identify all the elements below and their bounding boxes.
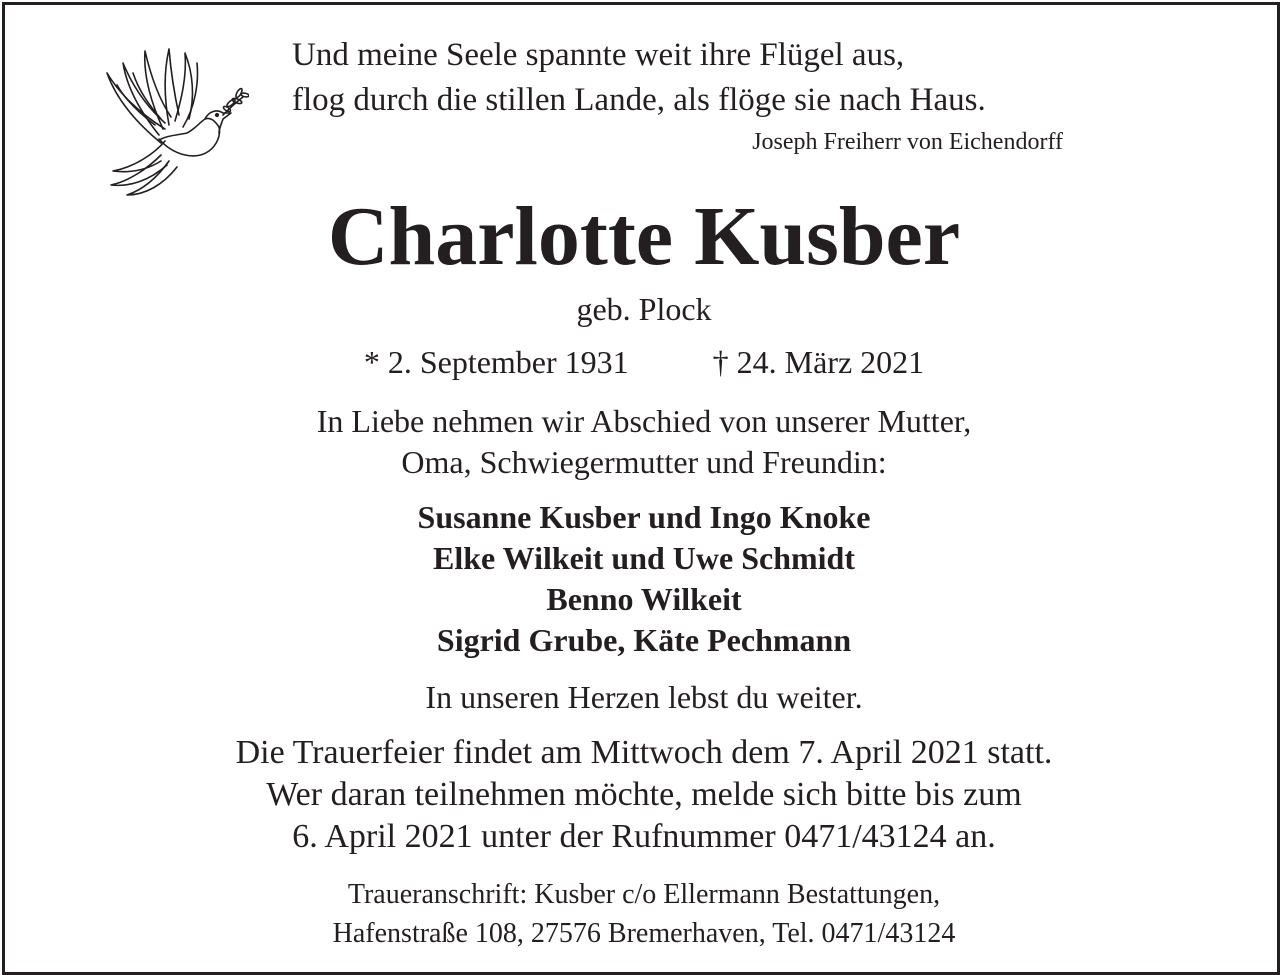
maiden-name: geb. Plock [576,291,712,327]
quote-author: Joseph Freiherr von Eichendorff [752,129,1063,155]
service-line-3: 6. April 2021 unter der Rufnummer 0471/43124 an. [292,818,996,855]
death-date: † 24. März 2021 [712,344,925,380]
mourner-name: Benno Wilkeit [546,581,742,617]
mourners-list [5,497,1280,661]
poem-quote [292,33,1082,123]
quote-line-2: flog durch die stillen Lande, als flöge sie nach Haus. [292,82,986,118]
life-dates [5,342,1280,382]
mourner-name: Elke Wilkeit und Uwe Schmidt [432,540,855,576]
farewell-line-1: In Liebe nehmen wir Abschied von unserer Mutter, [316,403,972,439]
quote-line-1: Und meine Seele spannte weit ihre Flügel aus, [292,37,905,73]
mourning-address [5,875,1280,953]
service-line-1: Die Trauerfeier findet am Mittwoch dem 7. April 2021 statt. [235,734,1053,771]
deceased-name: Charlotte Kusber [327,190,961,283]
address-line-2: Hafenstraße 108, 27576 Bremerhaven, Tel. 0471/43124 [332,918,956,949]
address-line-1: Traueranschrift: Kusber c/o Ellermann Bestattungen, [347,879,941,910]
dove-icon [99,43,249,198]
birth-date: * 2. September 1931 [363,344,629,380]
farewell-text [5,401,1280,483]
obituary-notice [2,2,1280,975]
farewell-line-2: Oma, Schwiegermutter und Freundin: [401,444,887,480]
closing-line: In unseren Herzen lebst du weiter. [425,679,863,715]
service-info [5,732,1280,858]
mourner-name: Susanne Kusber und Ingo Knoke [417,499,871,535]
service-line-2: Wer daran teilnehmen möchte, melde sich bitte bis zum [266,776,1022,813]
mourner-name: Sigrid Grube, Käte Pechmann [436,622,852,658]
